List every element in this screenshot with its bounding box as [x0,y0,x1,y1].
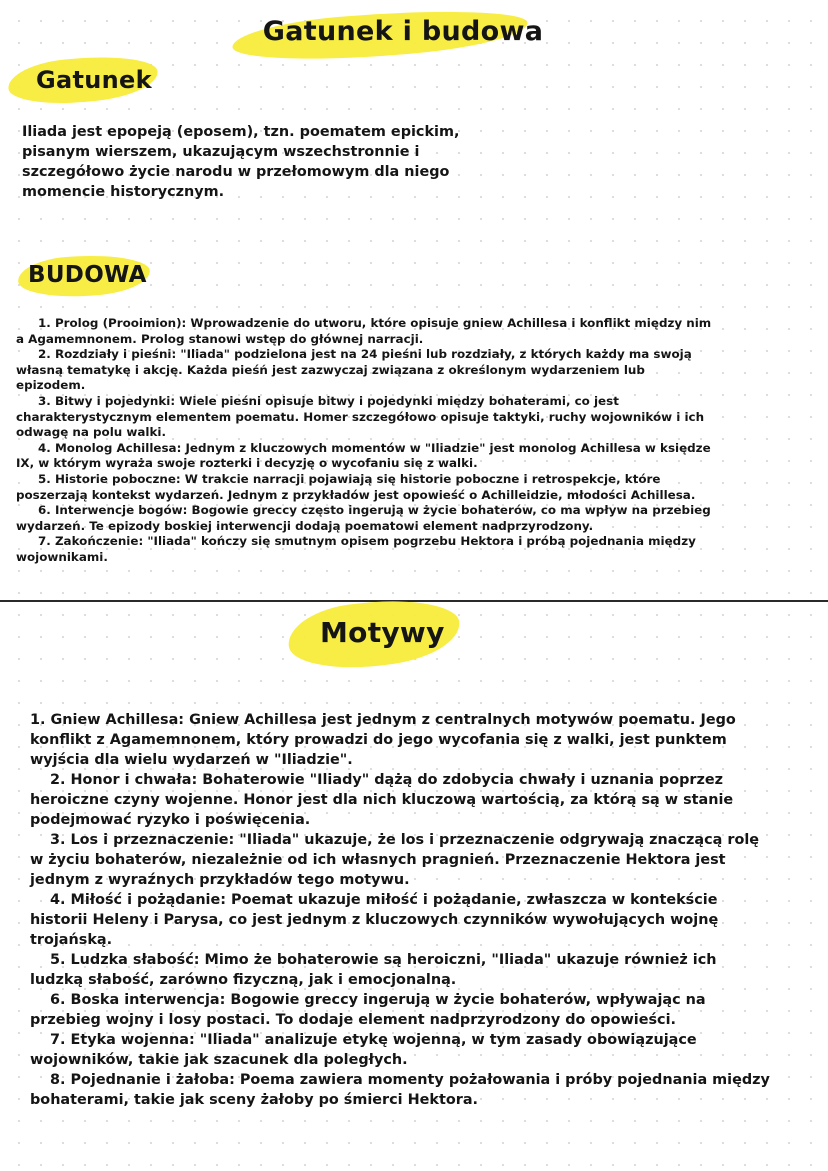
list-item [30,1030,770,1070]
list-item-number: 6. [50,992,66,1008]
list-item [30,770,770,830]
list-item-text: Los i przeznaczenie: "Iliada" ukazuje, że los i przeznaczenie odgrywają znaczącą rolę w życiu bohaterów, niezależnie od ich własnych pragnień. Przeznaczenie Hektora jest jednym z wyraźnych przykładów tego motywu. [30,832,760,888]
list-item-text: Etyka wojenna: "Iliada" analizuje etykę wojenną, w tym zasady obowiązujące wojowników, takie jak szacunek dla poległych. [30,1032,697,1068]
list-item-text: Miłość i pożądanie: Poemat ukazuje miłość i pożądanie, zwłaszcza w kontekście historii Heleny i Parysa, co jest jednym z kluczowych czynników wywołujących wojnę trojańską. [30,892,719,948]
structure-heading: BUDOWA [28,262,147,288]
motifs-list [30,710,770,1110]
list-item-text: Pojednanie i żałoba: Poema zawiera momenty pożałowania i próby pojednania między bohaterami, takie jak sceny żałoby po śmierci Hektora. [30,1072,770,1108]
list-item-number: 2. [50,772,66,788]
list-item [30,1070,770,1110]
page-title: Gatunek i budowa [262,16,544,47]
list-item-number: 1. [30,712,46,728]
genre-text: Iliada jest epopeją (eposem), tzn. poematem epickim, pisanym wierszem, ukazującym wszechstronnie i szczegółowo życie narodu w przełomowym dla niego momencie historycznym. [22,124,460,200]
list-item-text: Zakończenie: "Iliada" kończy się smutnym opisem pogrzebu Hektora i próbą pojednania między wojownikami. [16,534,696,564]
list-item-number: 4. [50,892,66,908]
list-item-text: Boska interwencja: Bogowie greccy ingerują w życie bohaterów, wpływając na przebieg wojny i losy postaci. To dodaje element nadprzyrodzony do opowieści. [30,992,706,1028]
list-item [16,472,716,503]
list-item [30,990,770,1030]
list-item [16,347,716,394]
list-item-text: Rozdziały i pieśni: "Iliada" podzielona jest na 24 pieśni lub rozdziały, z których każdy ma swoją własną tematykę i akcję. Każda pieśń jest zazwyczaj związana z określonym wydarzeniem lub epizodem. [16,347,692,393]
list-item [30,710,770,770]
list-item [30,830,770,890]
list-item [16,316,716,347]
list-item [16,503,716,534]
list-item [16,534,716,565]
list-item [16,394,716,441]
list-item-number: 7. [50,1032,66,1048]
list-item-number: 8. [50,1072,66,1088]
list-item [30,890,770,950]
list-item-text: Honor i chwała: Bohaterowie "Iliady" dążą do zdobycia chwały i uznania poprzez heroiczne czyny wojenne. Honor jest dla nich kluczową wartością, za którą są w stanie podejmować ryzyko i poświęcenia. [30,772,734,828]
list-item [16,441,716,472]
list-item-text: Prolog (Prooimion): Wprowadzenie do utworu, które opisuje gniew Achillesa i konflikt między nim a Agamemnonem. Prolog stanowi wstęp do głównej narracji. [16,316,712,346]
list-item-text: Interwencje bogów: Bogowie greccy często ingerują w życie bohaterów, co ma wpływ na przebieg wydarzeń. Te epizody boskiej interwencji dodają poematowi element nadprzyrodzony. [16,503,711,533]
list-item-number: 2. [38,347,51,362]
list-item-number: 6. [38,503,51,518]
list-item-number: 1. [38,316,51,330]
list-item-number: 5. [38,471,51,486]
list-item-number: 7. [38,534,51,549]
list-item-number: 5. [50,952,66,968]
list-item-text: Historie poboczne: W trakcie narracji pojawiają się historie poboczne i retrospekcje, które poszerzają kontekst wydarzeń. Jednym z przykładów jest opowieść o Achilleidzie, młodości Achillesa. [16,471,696,502]
list-item-number: 3. [38,393,51,408]
list-item-text: Monolog Achillesa: Jednym z kluczowych momentów w "Iliadzie" jest monolog Achillesa w księdze IX, w którym wyraża swoje rozterki i decyzję o wycofaniu się z walki. [16,440,711,471]
motifs-heading: Motywy [320,616,445,649]
list-item-text: Bitwy i pojedynki: Wiele pieśni opisuje bitwy i pojedynki między bohaterami, co jest charakterystycznym elementem poematu. Homer szczegółowo opisuje taktyki, ruchy wojowników i ich odwagę na polu walki. [16,393,705,440]
list-item-number: 3. [50,832,66,848]
list-item-text: Gniew Achillesa: Gniew Achillesa jest jednym z centralnych motywów poematu. Jego konflikt z Agamemnonem, który prowadzi do jego wycofania się z walki, jest punktem wyjścia dla wielu wydarzeń w "Iliadzie". [30,712,736,768]
list-item-text: Ludzka słabość: Mimo że bohaterowie są heroiczni, "Iliada" ukazuje również ich ludzką słabość, zarówno fizyczną, jak i emocjonalną. [30,952,717,988]
list-item-number: 4. [38,440,51,455]
genre-heading: Gatunek [36,66,152,94]
list-item [30,950,770,990]
structure-list [16,316,716,566]
